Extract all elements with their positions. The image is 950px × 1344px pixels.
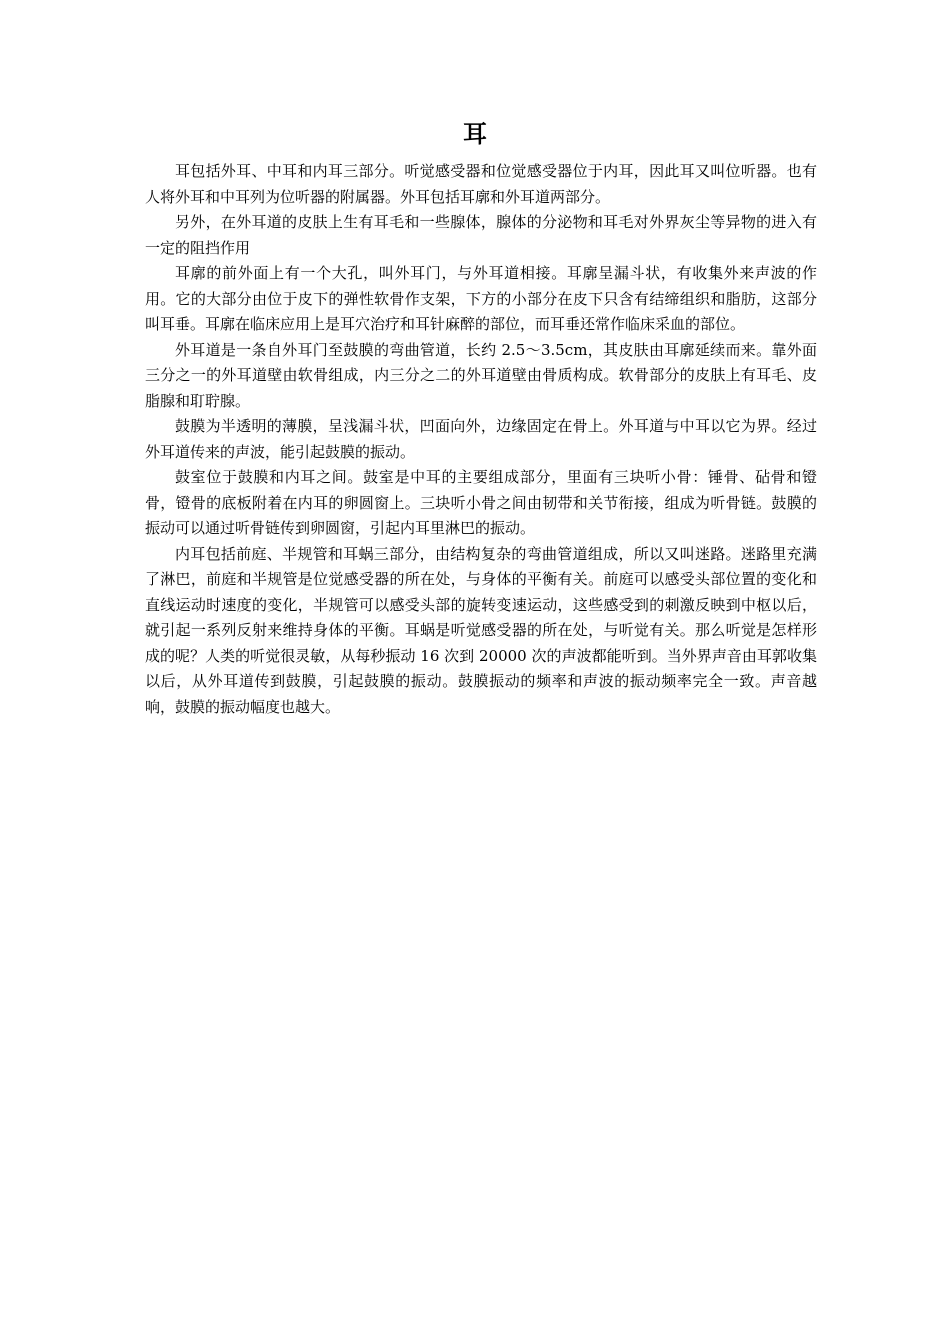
page-title: 耳 bbox=[463, 119, 487, 148]
paragraph-6: 鼓室位于鼓膜和内耳之间。鼓室是中耳的主要组成部分，里面有三块听小骨：锤骨、砧骨和镫骨，镫骨的底板附着在内耳的卵圆窗上。三块听小骨之间由韧带和关节衔接，组成为听骨链。鼓膜的振动可以通过听骨链传到卵圆窗，引起内耳里淋巴的振动。 bbox=[145, 468, 817, 537]
paragraph-4: 外耳道是一条自外耳门至鼓膜的弯曲管道，长约 2.5～3.5cm，其皮肤由耳廓延续而来。靠外面三分之一的外耳道壁由软骨组成，内三分之二的外耳道壁由骨质构成。软骨部分的皮肤上有耳毛、皮脂腺和耵聍腺。 bbox=[145, 340, 817, 410]
document-body bbox=[145, 159, 817, 720]
paragraph-3: 耳廓的前外面上有一个大孔，叫外耳门，与外耳道相接。耳廓呈漏斗状，有收集外来声波的作用。它的大部分由位于皮下的弹性软骨作支架，下方的小部分在皮下只含有结缔组织和脂肪，这部分叫耳垂。耳廓在临床应用上是耳穴治疗和耳针麻醉的部位，而耳垂还常作临床采血的部位。 bbox=[145, 264, 817, 333]
paragraph-2: 另外，在外耳道的皮肤上生有耳毛和一些腺体，腺体的分泌物和耳毛对外界灰尘等异物的进入有一定的阻挡作用 bbox=[145, 213, 817, 257]
paragraph-5: 鼓膜为半透明的薄膜，呈浅漏斗状，凹面向外，边缘固定在骨上。外耳道与中耳以它为界。经过外耳道传来的声波，能引起鼓膜的振动。 bbox=[145, 417, 817, 461]
paragraph-1: 耳包括外耳、中耳和内耳三部分。听觉感受器和位觉感受器位于内耳，因此耳又叫位听器。也有人将外耳和中耳列为位听器的附属器。外耳包括耳廓和外耳道两部分。 bbox=[145, 162, 817, 206]
paragraph-7: 内耳包括前庭、半规管和耳蜗三部分，由结构复杂的弯曲管道组成，所以又叫迷路。迷路里充满了淋巴，前庭和半规管是位觉感受器的所在处，与身体的平衡有关。前庭可以感受头部位置的变化和直线运动时速度的变化，半规管可以感受头部的旋转变速运动，这些感受到的刺激反映到中枢以后，就引起一系列反射来维持身体的平衡。耳蜗是听觉感受器的所在处，与听觉有关。那么听觉是怎样形成的呢？人类的听觉很灵敏，从每秒振动 16 次到 20000 次的声波都能听到。当外界声音由耳郭收集以后，从外耳道传到鼓膜，引起鼓膜的振动。鼓膜振动的频率和声波的振动频率完全一致。声音越响，鼓膜的振动幅度也越大。 bbox=[145, 544, 817, 716]
